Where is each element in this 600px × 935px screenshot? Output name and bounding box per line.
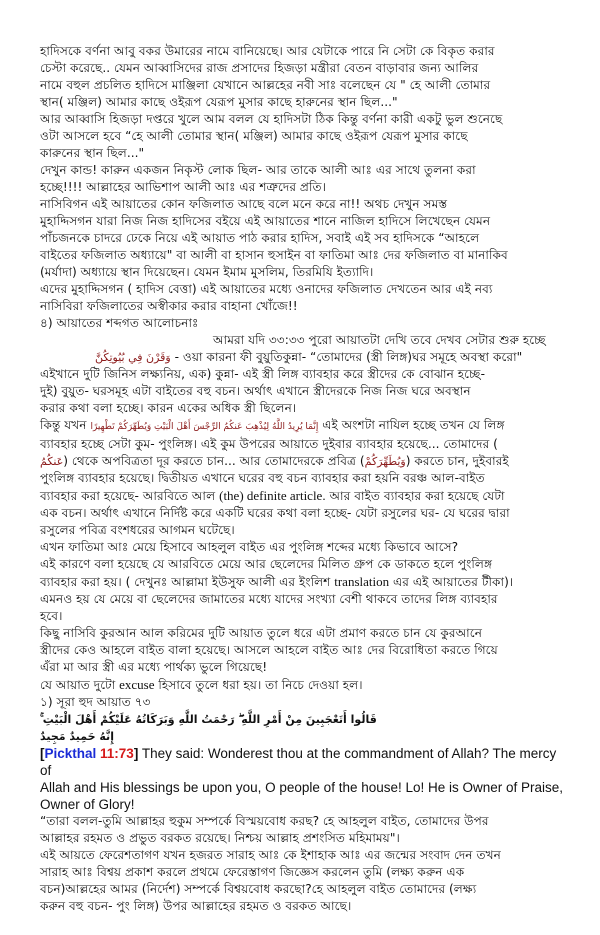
- text-span: ব্যাবহার করা হয়। ( দেখুনঃ আল্লামা ইউসুফ আলী এর ইংলিশ: [40, 575, 335, 589]
- translation-line: [40, 745, 565, 779]
- text-line: [40, 349, 565, 366]
- text-span: ) করতে চান, দুইবারই: [405, 454, 509, 468]
- list-item-heading: ১) সূরা হুদ আয়াত ৭৩: [40, 695, 151, 709]
- text-line: এদের মুহাদ্দিসগন ( হাদিস বেত্তা) এই আয়াতের মধ্যে ওনাদের ফজিলাত দেখতেন আর এই নব্য: [40, 282, 493, 296]
- text-line: হবে।: [40, 609, 63, 623]
- text-line: আমরা যদি ৩৩:৩৩ পুরো আয়াতটা দেখি তবে দেখব সেটার শুরু হচ্ছে: [213, 333, 546, 347]
- text-line: চেস্টা করেছে.. যেমন আব্বাসিদের রাজ প্রসাদের হিজড়া মন্ত্রীরা বেতন বাড়াবার জন্য আলির: [40, 61, 479, 75]
- text-line: এক বচন। অর্থাৎ এখানে নির্দিষ্ট করে একটি ঘরের কথা বলা হচ্ছে- যেটা রসুলের ঘর- যে ঘরের দ্বারা: [40, 506, 510, 520]
- text-span: হিসাবে তুলে ধরা হয়। তা নিচে দেওয়া হল।: [154, 678, 363, 692]
- text-span: যে আয়াত দুটো: [40, 678, 120, 692]
- verse-reference: 11:73: [96, 746, 134, 761]
- arabic-quote: عَنكُمُ: [40, 455, 64, 468]
- arabic-quote: إِنَّمَا يُرِيدُ اللَّهُ لِيُذْهِبَ عَنكُمُ الرِّجْسَ أَهْلَ الْبَيْتِ وَيُطَهِّرَكُمْ تَطْهِيرًا: [90, 422, 319, 432]
- text-line: [40, 417, 565, 436]
- text-line: বাইতের ফজিলাত অধ্যায়ে" বা আলী বা হাসান হুসাইন বা ফাতিমা আঃ দের ফজিলাত বা মানাকিব: [40, 248, 508, 262]
- text-line: সারাহ আঃ বিশ্বয় প্রকাশ করলে প্রথমে ফেরেস্তাগণ জিজ্ঞেস করলেন তুমি (লক্ষ্য করুন এক: [40, 865, 465, 879]
- section-heading: ৪) আয়াতের শব্দগত আলোচনাঃ: [40, 316, 199, 330]
- text-line: আল্লাহর রহমত ও প্রভুত বরকত রয়েছে। নিশ্চয় আল্লাহ প্রশংসিত মহিমাময়"।: [40, 831, 400, 845]
- text-line: এঁরা মা আর স্ত্রী এর মধ্যে পার্থক্য ভুলে গিয়েছে!: [40, 660, 268, 674]
- text-line: পুংলিঙ্গ ব্যাবহার হয়েছে। দ্বিতীয়ত এখানে ঘরের বহু বচন ব্যাবহার করা হয়নি বরঞ্চ আল-বাইত: [40, 471, 485, 485]
- text-line: দুই) বুয়ুত- ঘরসমূহ এটা বাইতের বহু বচন। অর্থাৎ এখানে স্ত্রীদেরকে নিজ নিজ ঘরে অবস্থান: [40, 384, 471, 398]
- english-span: translation: [334, 574, 390, 589]
- text-span: ) থেকে অপবিত্রতা দূর করতে চান... আর তোমাদেরকে প্রবিত্র (: [63, 454, 365, 468]
- text-line: করার কথা বলা হচ্ছে। কারন একের অধিক স্ত্রী ছিলেন।: [40, 401, 297, 415]
- arabic-quote: وَقَرْنَ فِي بُيُوتِكُنَّ: [95, 351, 171, 364]
- text-line: এমনও হয় যে মেয়ে বা ছেলেদের জামাতের মধ্যে যাদের সংখ্যা বেশী থাকবে তাদের লিঙ্গ ব্যাবহার: [40, 592, 498, 606]
- text-line: নাসিবিরা ফজিলাতের অস্বীকার করার বাহানা খোঁজে!!: [40, 299, 298, 313]
- text-line: [40, 487, 565, 505]
- text-line: [40, 573, 565, 591]
- text-line: মুহাদ্দিসগন যারা নিজ নিজ হাদিসের বইয়ে এই আয়াতের শানে নাজিল হাদিসে লিখেছেন যেমন: [40, 214, 491, 228]
- text-line: স্থান( মঞ্জিল) আমার কাছে ওইরূপ যেরূপ মুসার কাছে হারুনের স্থান ছিল...": [40, 95, 398, 109]
- text-line: এইখানে দুটি জিনিস লক্ষ্যনিয়, এক) কুন্না- এই স্ত্রী লিঙ্গ ব্যাবহার করে স্ত্রীদের কে বোঝান হচ্ছে-: [40, 367, 485, 381]
- text-line: করুন বহু বচন- পুং লিঙ্গ) উপর আল্লাহের রহমত ও বরকত আছে।: [40, 899, 352, 913]
- text-line: কারুনের স্থান ছিল...": [40, 146, 145, 160]
- text-line: বচন)আল্লহের আমর (নির্দেশ) সম্পর্কে বিশ্বয়বোধ করছো?হে আহলুল বাইত তোমাদের (লক্ষ্য: [40, 882, 477, 896]
- text-span: এর এই আয়াতের টীকা)।: [389, 575, 514, 589]
- text-line: [40, 676, 565, 694]
- text-line: এই আয়তে ফেরেশতাগণ যখন হজরত সারাহ আঃ কে ইশাহাক আঃ এর জন্মের সংবাদ দেন তখন: [40, 848, 501, 862]
- text-line: “তারা বলল-তুমি আল্লাহর হুকুম সম্পর্কে বিস্ময়বোধ করছ? হে আহলুল বাইত, তোমাদের উপর: [40, 814, 489, 828]
- text-line: ব্যাবহার হচ্ছে সেটা কুম- পুংলিঙ্গ। এই কুম উপরের আয়াতে দুইবার ব্যাবহার হয়েছে... তোমাদের (: [40, 437, 498, 451]
- text-line: ওটা আসলে হবে “হে আলী তোমার স্থান( মঞ্জিল) আমার কাছে ওইরূপ যেরূপ মুসার কাছে: [40, 129, 468, 143]
- text-line: এই কারণে বলা হয়েছে যে আরবিতে মেয়ে আর ছেলেদের মিলিত গ্রুপ কে ডাকতে হলে পুংলিঙ্গ: [40, 557, 493, 571]
- translation-source: Pickthal: [44, 746, 97, 761]
- text-line: [40, 453, 565, 470]
- arabic-verse: [40, 711, 380, 745]
- text-span: - ওয়া কারনা ফী বুয়ুতিকুন্না- “তোমাদের (স্ত্রী লিঙ্গ)ঘর সমূহে অবস্থা করো": [170, 350, 523, 364]
- translation-line: Allah and His blessings be upon you, O people of the house! Lo! He is Owner of Praise,: [40, 780, 564, 795]
- text-line: দেখুন কান্ড! কারুন একজন নিকৃস্ট লোক ছিল- আর তাকে আলী আঃ এর সাথে তুলনা করা: [40, 163, 476, 177]
- text-line: নাসিবিগন এই আয়াতের কোন ফজিলাত আছে বলে মনে করে না!! অথচ দেখুন সমস্ত: [40, 197, 448, 211]
- text-line: পাঁচজনকে চাদরে ঢেকে নিয়ে এই আয়াত পাঠ করার হাদিস, সবাই এই সব হাদিসকে “আহলে: [40, 231, 480, 245]
- text-span: They said: Wonderest thou at the commandment of Allah? The mercy of: [40, 746, 557, 778]
- text-span: ব্যাবহার করা হয়েছে- আরবিতে আল: [40, 489, 220, 503]
- arabic-quote: وَيُطَهِّرَكُمْ: [364, 455, 406, 468]
- text-line: রসুলের পবিত্র বংশধরের আগমন ঘটেছে।: [40, 523, 235, 537]
- text-line: স্ত্রীদের কেও আহলে বাইত বালা হয়েছে। আসলে আহলে বাইত আঃ দের বিরোধিতা করতে গিয়ে: [40, 643, 498, 657]
- arabic-verse-text: قَالُوا أَتَعْجَبِينَ مِنْ أَمْرِ اللَّهِ ۖ رَحْمَتُ اللَّهِ وَبَرَكَاتُهُ عَلَيْكُمْ أَهْلَ الْبَيْتِ ۚ إِنَّهُ حَمِيدٌ مَجِيدٌ: [40, 713, 377, 743]
- bracket: [: [40, 746, 45, 761]
- document-page: [40, 0, 565, 915]
- text-span: এই অংশটা নাযিল হচ্ছে তখন যে লিঙ্গ: [318, 418, 505, 432]
- translation-line: Owner of Glory!: [40, 797, 135, 812]
- text-line: কিছু নাসিবি কুরআন আল করিমের দুটি আয়াত তুলে ধরে এটা প্রমাণ করতে চান যে কুরআনে: [40, 626, 482, 640]
- text-line: নামে বহুল প্রচলিত হাদিসে মাঞ্জিলা যেখানে আল্লহের নবী সাঃ বলেছেন যে " হে আলী তোমার: [40, 78, 491, 92]
- text-line: হচ্ছে!!!! আল্লাহের আভিশাপ আলী আঃ এর শত্রুদের প্রতি।: [40, 180, 327, 194]
- text-line: (মর্যাদা) অধ্যায়ে স্থান দিয়েছেন। যেমন ইমাম মুসলিম, তিরমিযি ইত্যাদি।: [40, 265, 374, 279]
- text-line: আর আব্বাসি হিজড়া দপ্তরে খুলে আম বলল যে হাদিসটা ঠিক কিন্তু বর্ণনা কারী একটু ভুল শুনেছে: [40, 112, 503, 126]
- text-line: এখন ফাতিমা আঃ মেয়ে হিসাবে আহলুল বাইত এর পুংলিঙ্গ শব্দের মধ্যে কিভাবে আসে?: [40, 540, 459, 554]
- text-line: হাদিসকে বর্ণনা আবু বকর উমারের নামে বানিয়েছে। আর যেটাকে পারে নি সেটা কে বিকৃত করার: [40, 44, 495, 58]
- english-span: excuse: [119, 677, 155, 692]
- text-span: কিন্তু যখন: [40, 418, 91, 432]
- text-span: আর বাইত ব্যাবহার করা হয়েছে যেটা: [325, 489, 505, 503]
- bracket: ]: [133, 746, 139, 761]
- english-span: (the) definite article.: [219, 488, 326, 503]
